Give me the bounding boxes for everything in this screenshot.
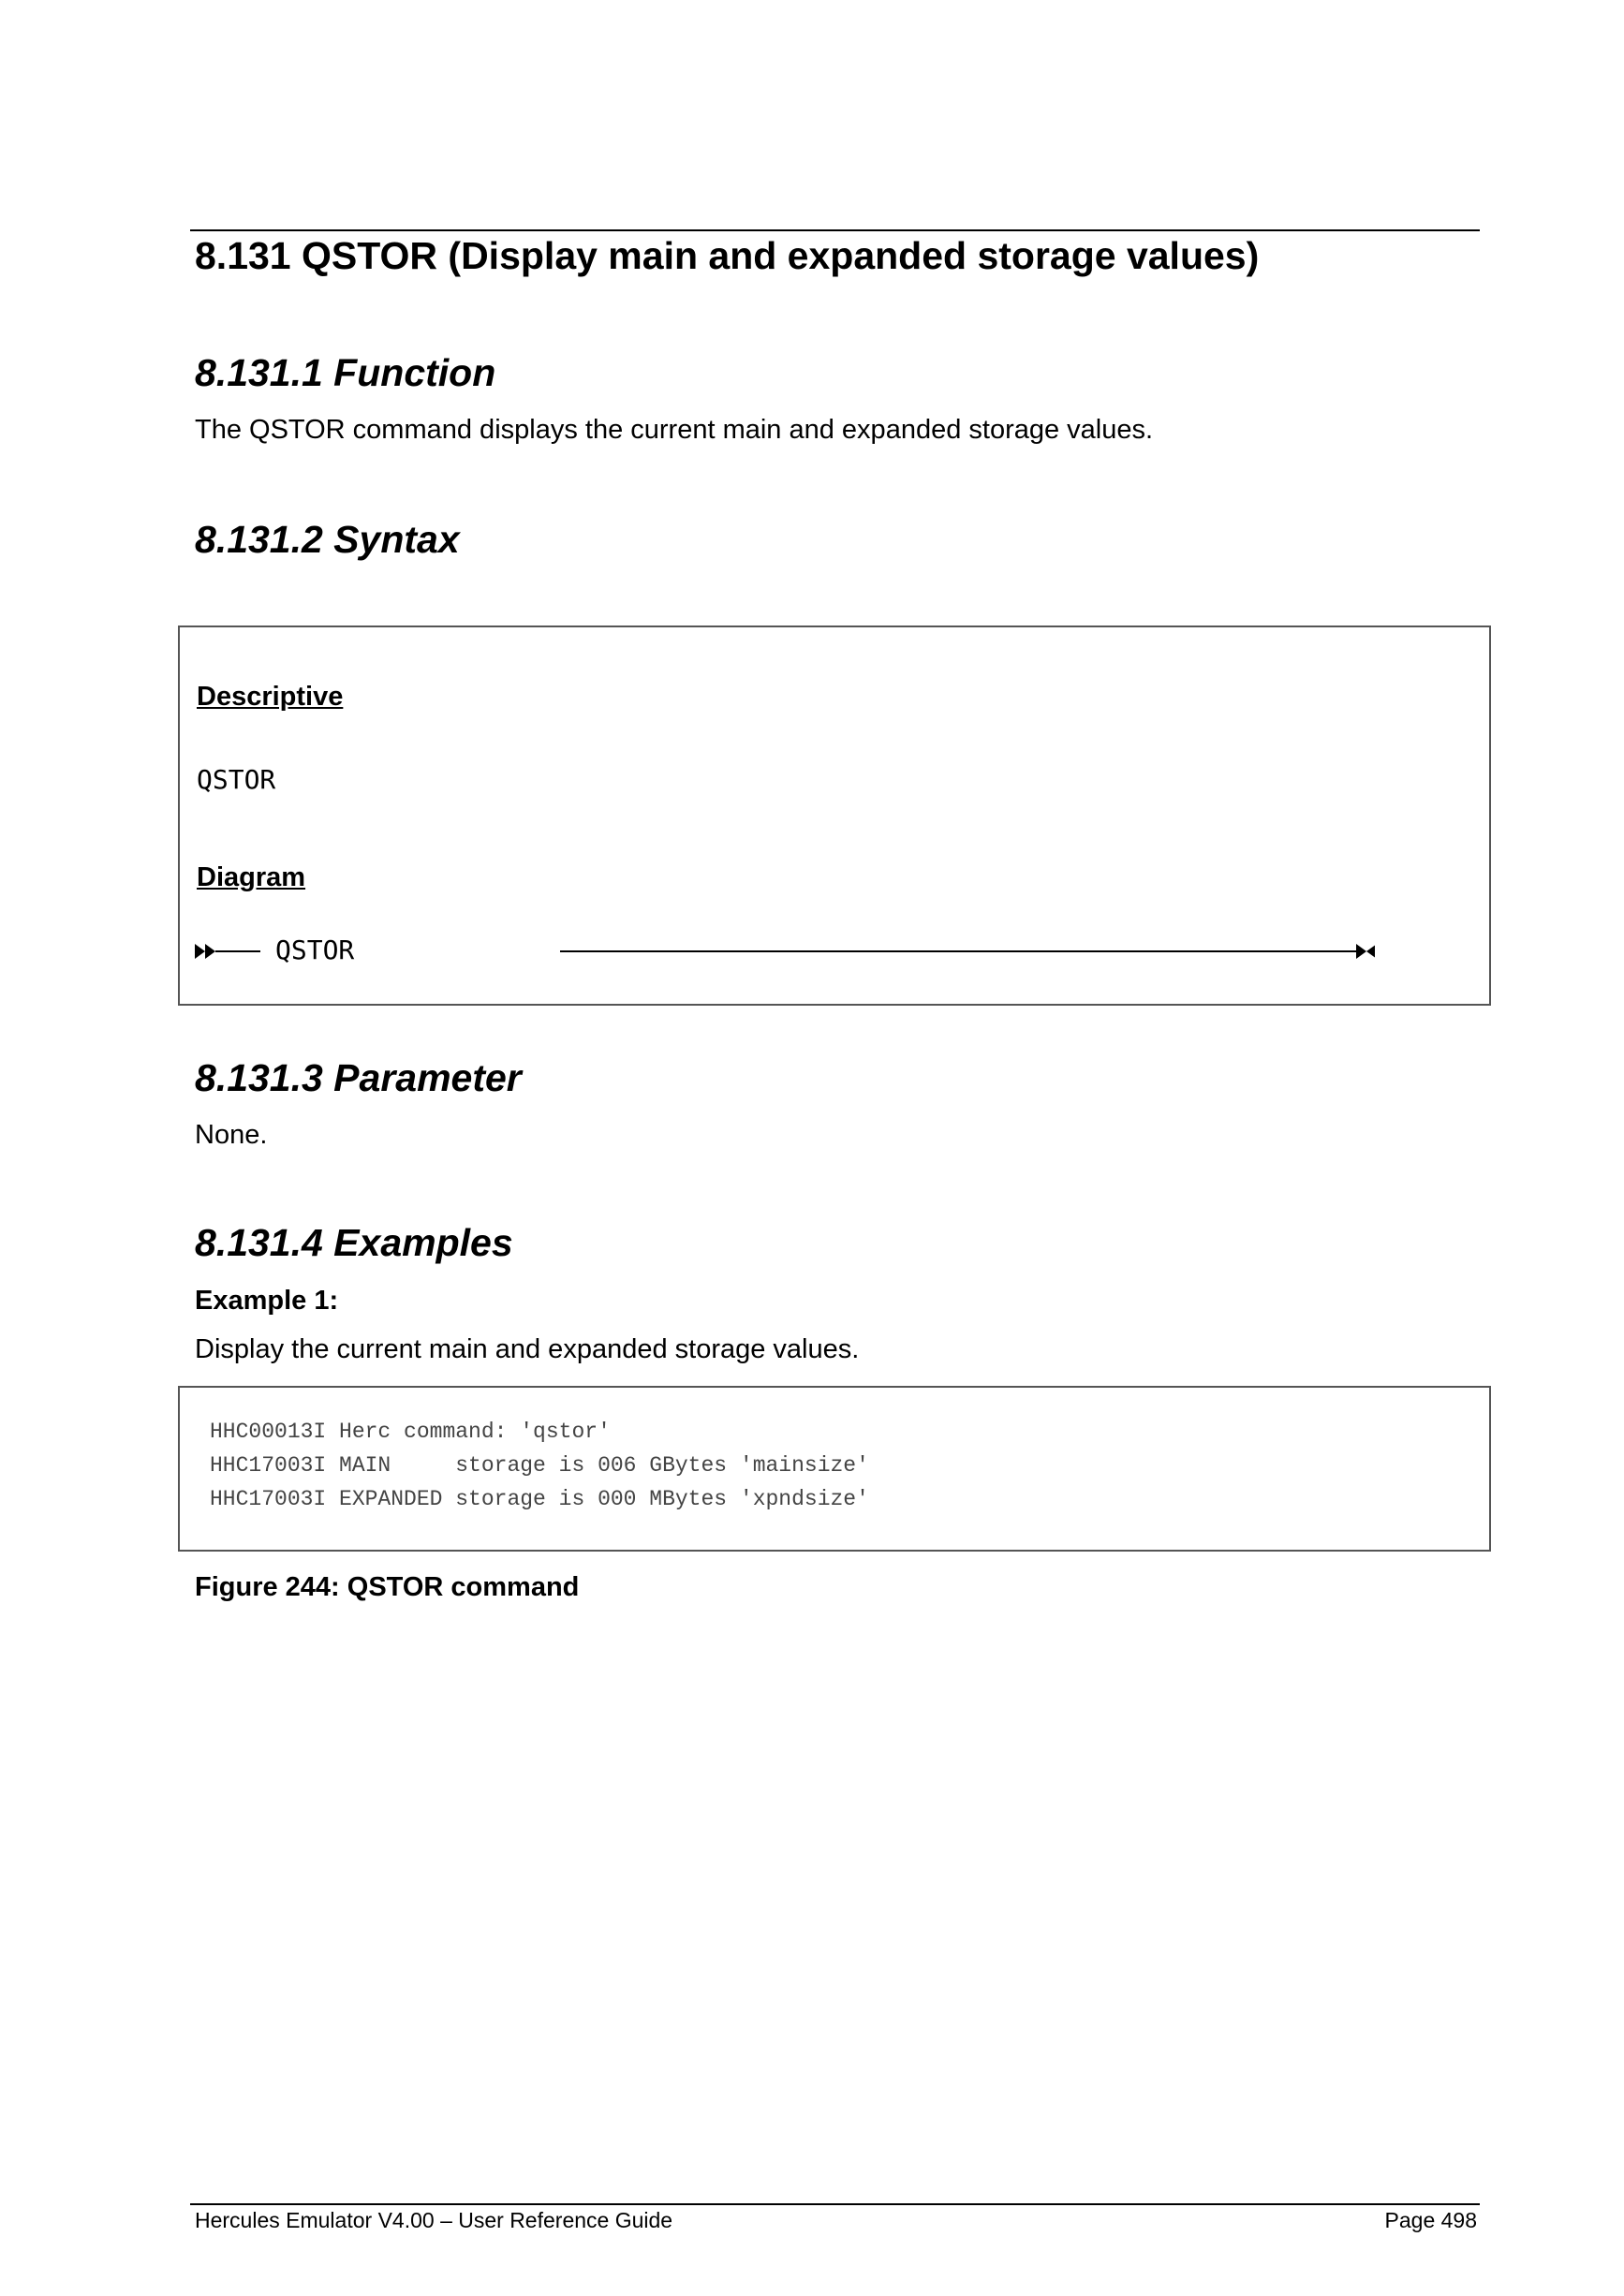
parameter-text: None. [195, 1120, 268, 1150]
code-line: HHC17003I MAIN storage is 006 GBytes 'mainsize' [210, 1453, 869, 1478]
example1-text: Display the current main and expanded storage values. [195, 1334, 860, 1364]
section-title: 8.131 QSTOR (Display main and expanded storage values) [195, 234, 1260, 277]
descriptive-label: Descriptive [197, 682, 344, 712]
parameter-heading: 8.131.3 Parameter [195, 1056, 522, 1099]
start-arrow-icon [205, 944, 215, 959]
figure-caption: Figure 244: QSTOR command [195, 1572, 580, 1602]
end-arrow-icon [1366, 944, 1375, 959]
code-line: HHC00013I Herc command: 'qstor' [210, 1420, 611, 1444]
code-line: HHC17003I EXPANDED storage is 000 MBytes 'xpndsize' [210, 1487, 869, 1511]
example1-label: Example 1: [195, 1286, 339, 1316]
footer-title: Hercules Emulator V4.00 – User Reference Guide [195, 2208, 673, 2232]
examples-heading: 8.131.4 Examples [195, 1221, 513, 1264]
function-text: The QSTOR command displays the current main and expanded storage values. [195, 415, 1154, 445]
diagram-command: QSTOR [275, 935, 355, 965]
syntax-diagram [195, 933, 1375, 970]
diagram-label: Diagram [197, 862, 306, 892]
top-rule [190, 229, 1480, 231]
code-box [178, 1386, 1491, 1552]
end-arrow-icon [1356, 944, 1366, 959]
descriptive-syntax: QSTOR [197, 764, 276, 795]
railroad-lines [195, 933, 1375, 970]
syntax-box [178, 626, 1491, 1006]
footer-rule [190, 2203, 1480, 2205]
page-number: Page 498 [1384, 2208, 1477, 2232]
function-heading: 8.131.1 Function [195, 351, 496, 394]
start-arrow-icon [195, 944, 205, 959]
syntax-heading: 8.131.2 Syntax [195, 518, 460, 561]
